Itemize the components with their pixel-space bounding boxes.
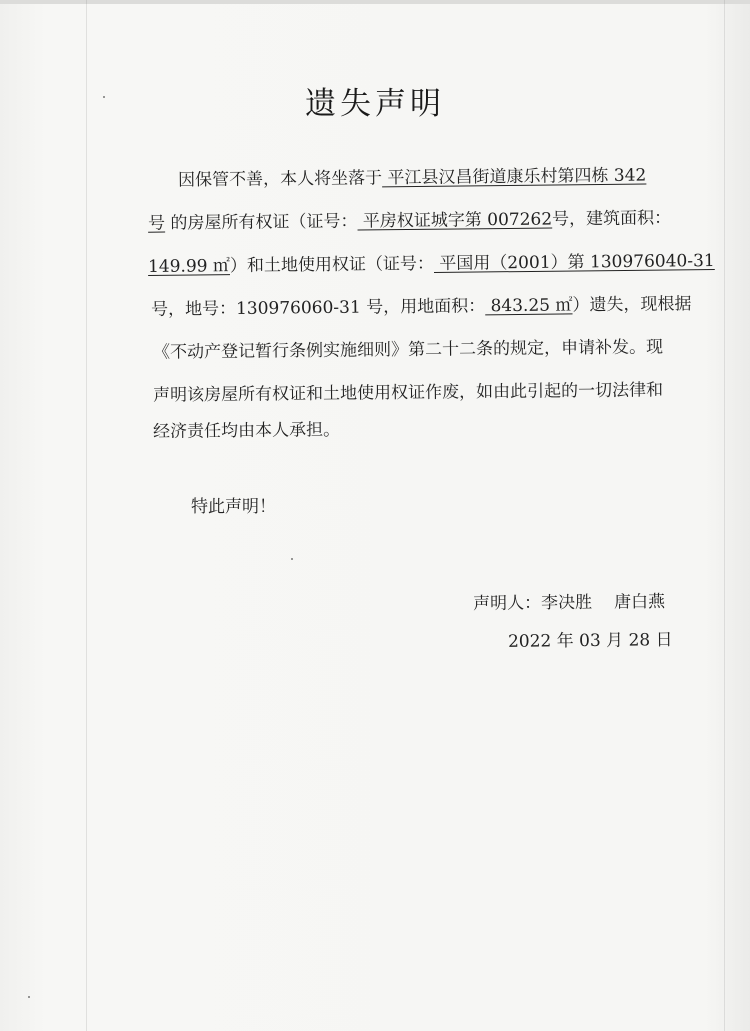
body-line-1 bbox=[178, 161, 647, 191]
scan-speck bbox=[28, 996, 30, 998]
body-line-4 bbox=[151, 289, 692, 320]
property-address-end: 号 bbox=[147, 213, 166, 234]
land-area: 843.25 ㎡ bbox=[485, 295, 573, 317]
house-certificate-number: 平房权证城字第 007262 bbox=[357, 209, 553, 232]
body-line-2 bbox=[148, 203, 671, 233]
paper-fold-line bbox=[86, 0, 87, 1031]
declarant-label: 声明人： bbox=[472, 593, 542, 615]
scan-edge bbox=[0, 0, 750, 4]
body-line-7: 经济责任均由本人承担。 bbox=[152, 420, 341, 442]
document-title: 遗失声明 bbox=[305, 86, 445, 122]
body-text: ）遗失，现根据 bbox=[572, 294, 692, 316]
paper-fold-line bbox=[724, 0, 725, 1031]
body-line-3 bbox=[148, 246, 715, 277]
property-address: 平江县汉昌街道康乐村第四栋 342 bbox=[381, 165, 647, 189]
body-text: ）和土地使用权证（证号： bbox=[229, 253, 435, 277]
land-certificate-number: 平国用（2001）第 130976040-31 bbox=[433, 251, 715, 274]
declarant-line bbox=[473, 587, 665, 614]
body-line-6: 声明该房屋所有权证和土地使用权证作废，如由此引起的一切法律和 bbox=[152, 380, 664, 406]
body-text: 因保管不善，本人将坐落于 bbox=[177, 168, 383, 191]
closing-statement: 特此声明！ bbox=[191, 497, 276, 517]
declarant-name: 唐白燕 bbox=[613, 591, 666, 613]
building-area: 149.99 ㎡ bbox=[147, 256, 231, 277]
body-text: 的房屋所有权证（证号： bbox=[170, 211, 358, 234]
body-text: 号，地号：130976060-31 号，用地面积： bbox=[150, 296, 486, 320]
declarant-name: 李决胜 bbox=[540, 592, 593, 614]
body-line-5: 《不动产登记暂行条例实施细则》第二十二条的规定，申请补发。现 bbox=[152, 337, 664, 363]
body-text: 号，建筑面积： bbox=[552, 208, 672, 230]
scan-speck bbox=[291, 558, 293, 560]
declaration-date: 2022 年 03 月 28 日 bbox=[507, 630, 673, 652]
